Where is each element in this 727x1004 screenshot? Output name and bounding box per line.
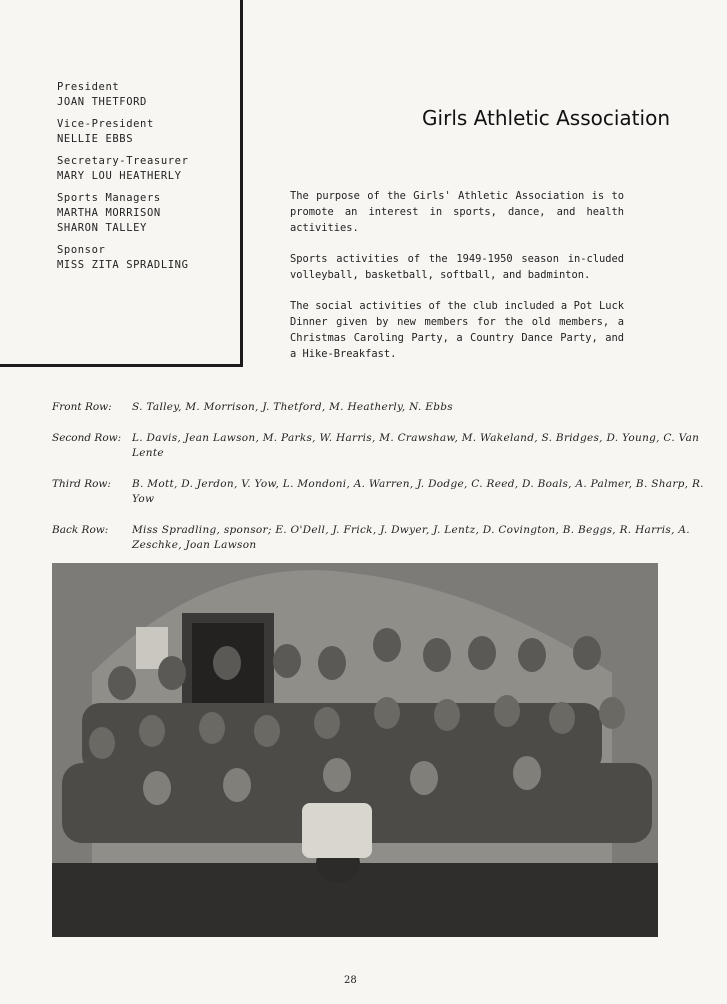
- officer-name: SHARON TALLEY: [57, 222, 147, 234]
- row-label: Second Row:: [52, 431, 122, 444]
- officer-role: Sponsor: [57, 244, 106, 256]
- caption-row: [52, 431, 712, 462]
- row-label: Front Row:: [52, 401, 112, 413]
- group-photo: [52, 563, 658, 937]
- officer-secretary-treasurer: [57, 154, 189, 184]
- officer-name: MISS ZITA SPRADLING: [57, 259, 189, 271]
- row-names: L. Davis, Jean Lawson, M. Parks, W. Harris, M. Crawshaw, M. Wakeland, S. Bridges, D. Young, C. Van Lente: [132, 431, 700, 459]
- row-names: S. Talley, M. Morrison, J. Thetford, M. Heatherly, N. Ebbs: [132, 401, 453, 413]
- officer-name: MARTHA MORRISON: [57, 207, 161, 219]
- officer-role: Secretary-Treasurer: [57, 155, 189, 167]
- photo-caption: [52, 400, 712, 569]
- row-label: Third Row:: [52, 477, 111, 490]
- description: [290, 188, 624, 377]
- row-label: Back Row:: [52, 523, 109, 536]
- paragraph-purpose: The purpose of the Girls' Athletic Association is to promote an interest in sports, dance, and health activities.: [290, 190, 624, 234]
- officer-name: MARY LOU HEATHERLY: [57, 170, 182, 182]
- officer-name: JOAN THETFORD: [57, 96, 147, 108]
- page-title: Girls Athletic Association: [422, 106, 670, 130]
- officer-list: [57, 80, 189, 280]
- officer-box: [0, 0, 243, 367]
- officer-role: Sports Managers: [57, 192, 161, 204]
- page-number: 28: [344, 975, 357, 986]
- officer-president: [57, 80, 189, 110]
- caption-row: [52, 477, 712, 508]
- row-names: Miss Spradling, sponsor; E. O'Dell, J. Frick, J. Dwyer, J. Lentz, D. Covington, B. Beggs, R. Harris, A. Zeschke, Joan Lawson: [132, 523, 690, 551]
- caption-row: [52, 400, 712, 416]
- officer-sponsor: [57, 243, 189, 273]
- officer-role: Vice-President: [57, 118, 154, 130]
- officer-role: President: [57, 81, 120, 93]
- paragraph-sports: Sports activities of the 1949-1950 season in-cluded volleyball, basketball, softball, and badminton.: [290, 253, 624, 281]
- caption-row: [52, 523, 712, 554]
- officer-name: NELLIE EBBS: [57, 133, 134, 145]
- paragraph-social: The social activities of the club included a Pot Luck Dinner given by new members for the old members, a Christmas Caroling Party, a Country Dance Party, and a Hike-Breakfast.: [290, 300, 624, 360]
- officer-vice-president: [57, 117, 189, 147]
- officer-sports-managers: [57, 191, 189, 236]
- row-names: B. Mott, D. Jerdon, V. Yow, L. Mondoni, A. Warren, J. Dodge, C. Reed, D. Boals, A. Palmer, B. Sharp, R. Yow: [132, 477, 704, 505]
- group-photo-illustration: [52, 563, 658, 937]
